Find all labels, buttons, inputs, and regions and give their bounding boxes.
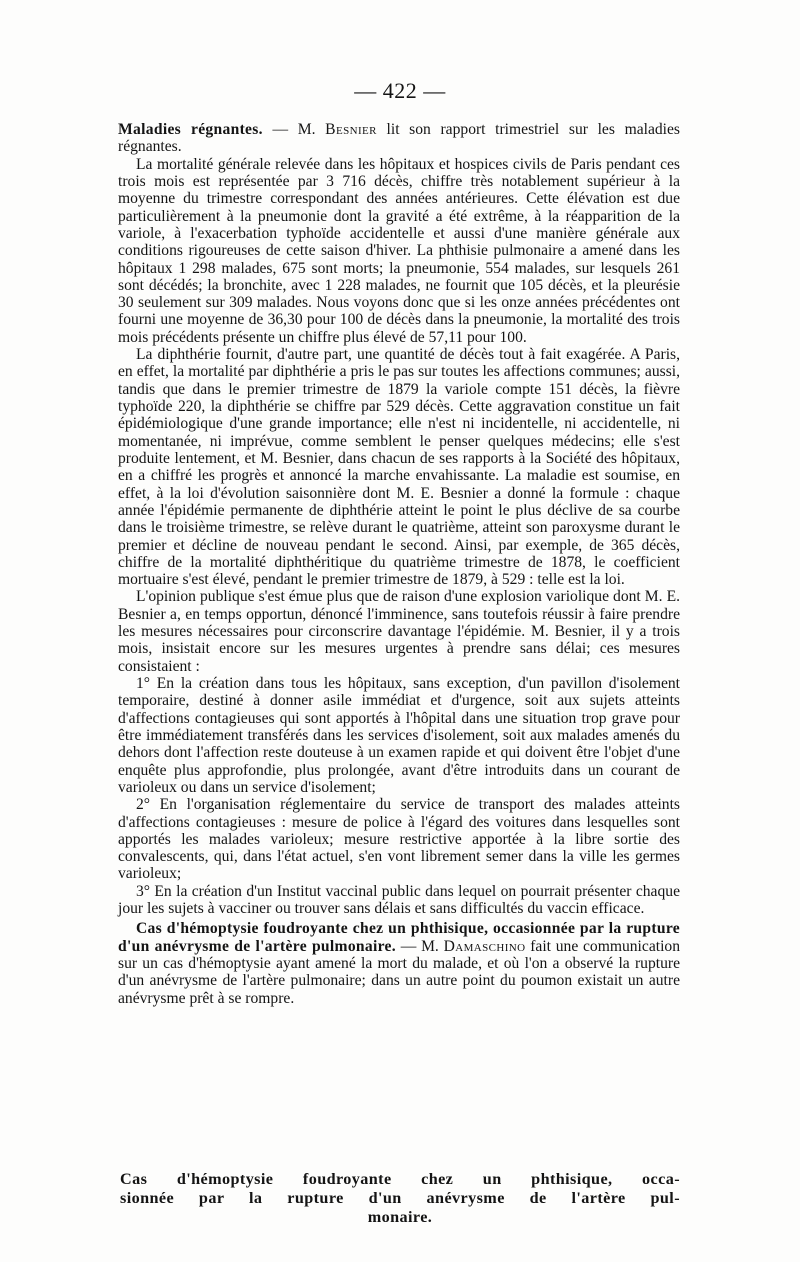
heading-dash: — M. [395, 937, 444, 955]
section-maladies-regnantes [118, 121, 680, 156]
paragraph-measure-3: 3° En la création d'un Institut vaccinal public dans lequel on pourrait présenter chaque jour les sujets à vacciner ou trouver sans délais et sans difficultés du vaccin efficace. [118, 882, 680, 918]
heading-line: monaire. [367, 1208, 433, 1226]
section-intro-text: lit son rapport trimestriel sur les maladies régnantes. [118, 121, 680, 156]
section-heading: Maladies régnantes. [118, 121, 263, 138]
author-name: Besnier [325, 121, 377, 138]
paragraph-mortality: La mortalité générale relevée dans les hôpitaux et hospices civils de Paris pendant ces trois mois est représentée par 3 716 décès, chiffre très notablement supérieur à la moyenne du trimestre correspondant des années antérieures. Cette élévation est due particulièrement à la pneumonie dont la gravité a été extrême, à la réapparition de la variole, à l'exacerbation typhoïde accidentelle et aussi d'une manière générale aux conditions rigoureuses de cette saison d'hiver. La phthisie pulmonaire a amené dans les hôpitaux 1 298 malades, 675 sont morts; la pneumonie, 554 malades, sur lesquels 261 sont décédés; la bronchite, avec 1 228 malades, ne fournit que 105 décès, et la pleurésie 30 seulement sur 309 malades. Nous voyons donc que si les onze années précédentes ont fourni une moyenne de 36,30 pour 100 de décès dans la pneumonie, la mortalité des trois mois précédents présente un chiffre plus élevé de 57,11 pour 100. [118, 155, 680, 346]
heading-dash: — M. [262, 121, 326, 138]
paragraph-variole: L'opinion publique s'est émue plus que de raison d'une explosion variolique dont M. E. Besnier a, en temps opportun, dénoncé l'imminence, sans toutefois réussir à faire prendre les mesures nécessaires pour circonscrire davantage l'épidémie. M. Besnier, il y a trois mois, insistait encore sur les mesures urgentes à prendre sans délai; ces mesures consistaient : [118, 588, 680, 675]
heading-line: sionnée par la rupture d'un anévrysme de l'artère pul- [120, 1189, 680, 1207]
paragraph-measure-1: 1° En la création dans tous les hôpitaux, sans exception, d'un pavillon d'isolement temporaire, destiné à donner asile immédiat et d'urgence, soit aux sujets atteints d'affections contagieuses qui sont apportés à l'hôpital dans une situation trop grave pour être immédiatement transférés dans les services d'isolement, soit aux malades amenés du dehors dont l'affection reste douteuse à un examen rapide et qui doivent être l'objet d'une enquête plus approfondie, plus prolongée, avant d'être introduits dans un courant de varioleux ou dans un service d'isolement; [118, 675, 680, 796]
body-text [118, 121, 680, 1007]
paragraph-measure-2: 2° En l'organisation réglementaire du service de transport des malades atteints d'affections contagieuses : mesure de police à l'égard des voitures dans lesquelles sont apportés les malades varioleux; mesure restrictive apportée à la libre sortie des convalescents, qui, dans l'état actuel, s'en vont librement semer dans la ville les germes varioleux; [118, 796, 680, 883]
paragraph-diphtheria: La diphthérie fournit, d'autre part, une quantité de décès tout à fait exagérée. A Paris, en effet, la mortalité par diphthérie a pris le pas sur toutes les affections communes; aussi, tandis que dans le premier trimestre de 1879 la variole compte 151 décès, la fièvre typhoïde 220, la diphthérie se chiffre par 529 décès. Cette aggravation constitue un fait épidémiologique d'une grande importance; elle n'est ni incidentelle, ni accidentelle, ni momentanée, ni imprévue, comme semblent le penser quelques médecins; elle s'est produite lentement, et M. Besnier, dans chacun de ses rapports à la Société des hôpitaux, en a chiffré les progrès et annoncé la marche envahissante. La maladie est soumise, en effet, à la loi d'évolution saisonnière dont M. E. Besnier a donné la formule : chaque année l'épidémie permanente de diphthérie atteint le point le plus déclive de sa courbe dans le troisième trimestre, se relève durant le quatrième, atteint son paroxysme durant le premier et décline de nouveau pendant le second. Ainsi, par exemple, de 365 décès, chiffre de la mortalité diphthéritique du quatrième trimestre de 1878, le coefficient mortuaire s'est élevé, pendant le premier trimestre de 1879, à 529 : telle est la loi. [118, 346, 680, 589]
heading-line: Cas d'hémoptysie foudroyante chez un phthisique, occa- [120, 1170, 680, 1188]
section-text: fait une communication sur un cas d'hémoptysie ayant amené la mort du malade, et où l'on a observé la rupture d'un anévrysme de l'artère pulmonaire; dans un autre point du poumon existait un autre anévrysme prêt à se rompre. [118, 937, 680, 1007]
section-hemoptysie [118, 920, 680, 1007]
author-name: Damaschino [443, 937, 526, 955]
page-number: — 422 — [354, 78, 446, 103]
bleed-through-heading [120, 1170, 680, 1227]
section-heading: Cas d'hémoptysie foudroyante chez un phthisique, occasionnée par la rupture d'un anévrysme de l'artère pulmonaire. [118, 920, 680, 955]
